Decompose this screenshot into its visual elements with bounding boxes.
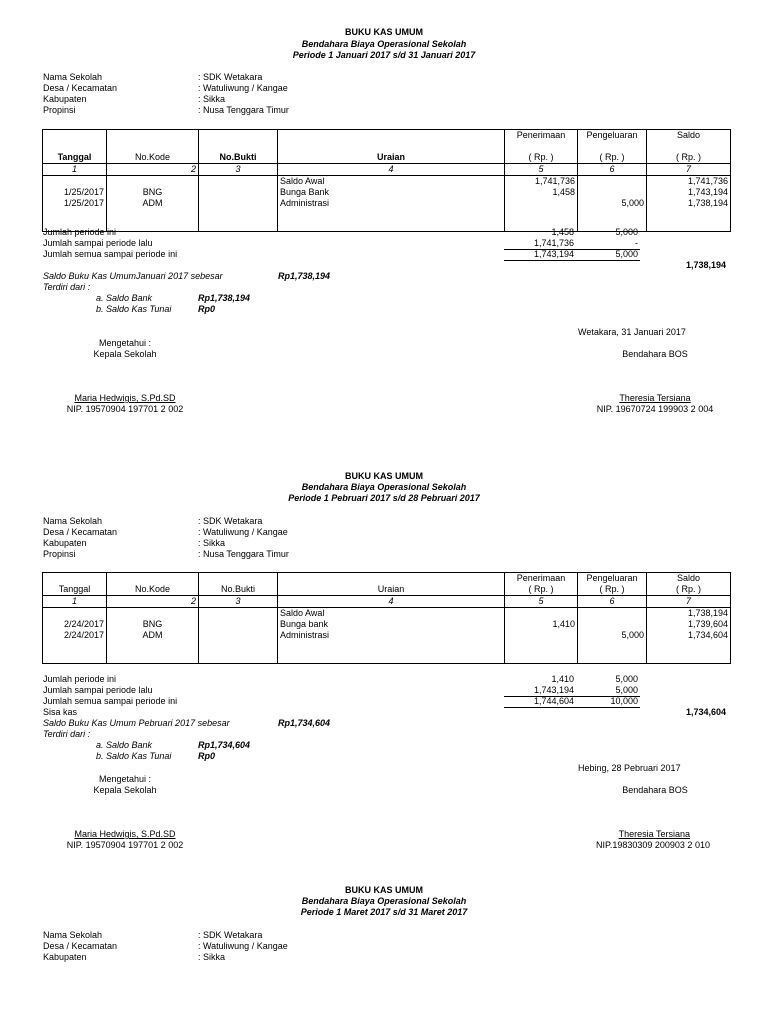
table-header-row <box>43 130 731 142</box>
cell-penerimaan <box>505 608 578 620</box>
terdiri-label: Terdiri dari : <box>43 729 91 739</box>
saldo-bank-label: a. Saldo Bank <box>96 293 153 303</box>
info-value: : Sikka <box>198 94 226 104</box>
table-row <box>43 630 731 641</box>
cell-kode: BNG <box>107 187 199 198</box>
table-row <box>43 187 731 198</box>
cell-kode: BNG <box>107 619 199 630</box>
kepala-nip: NIP. 19570904 197701 2 002 <box>66 404 184 414</box>
info-label: Kabupaten <box>43 538 87 548</box>
cell-saldo: 1,743,194 <box>647 187 731 198</box>
cell-bukti <box>199 187 278 198</box>
cell-penerimaan: 1,410 <box>505 619 578 630</box>
cell-tanggal: 1/25/2017 <box>43 187 107 198</box>
doc-subtitle: Bendahara Biaya Operasional Sekolah <box>301 896 467 906</box>
col-unit: ( Rp. ) <box>578 152 647 164</box>
col-number: 6 <box>578 164 647 176</box>
summary-label: Jumlah periode ini <box>43 227 117 237</box>
mengetahui-label: Mengetahui : <box>98 774 152 784</box>
summary-label: Jumlah semua sampai periode ini <box>43 696 178 706</box>
info-label: Propinsi <box>43 105 76 115</box>
place-date: Wetakara, 31 Januari 2017 <box>578 327 686 337</box>
summary-pengeluaran: - <box>635 238 638 248</box>
info-value: : Nusa Tenggara Timur <box>198 105 289 115</box>
col-number: 4 <box>278 596 505 608</box>
summary-pengeluaran: 10,000 <box>610 696 638 706</box>
info-label: Nama Sekolah <box>43 72 103 82</box>
col-tanggal: Tanggal <box>43 584 107 596</box>
kepala-name: Maria Hedwigis, S.Pd.SD <box>74 393 176 403</box>
doc-subtitle: Bendahara Biaya Operasional Sekolah <box>301 39 467 49</box>
kepala-nip: NIP. 19570904 197701 2 002 <box>66 840 184 850</box>
info-value: : Sikka <box>198 952 226 962</box>
sisa-kas-value: 1,738,194 <box>685 260 726 270</box>
cell-pengeluaran <box>578 187 647 198</box>
summary-label: Jumlah sampai periode lalu <box>43 238 153 248</box>
saldo-bank-label: a. Saldo Bank <box>96 740 153 750</box>
cell-uraian: Bunga Bank <box>278 187 505 198</box>
summary-label: Jumlah periode ini <box>43 674 117 684</box>
summary-penerimaan: 1,743,194 <box>533 685 574 695</box>
cell-kode <box>107 176 199 188</box>
bendahara-name: Theresia Tersiana <box>619 393 691 403</box>
cell-bukti <box>199 176 278 188</box>
saldo-label: Saldo Buku Kas Umum Pebruari 2017 sebesar <box>43 718 230 728</box>
table-row <box>43 176 731 188</box>
info-label: Kabupaten <box>43 952 87 962</box>
col-number: 3 <box>199 596 278 608</box>
cell-saldo: 1,738,194 <box>647 198 731 209</box>
col-pengeluaran: Pengeluaran <box>578 573 647 585</box>
cell-kode: ADM <box>107 630 199 641</box>
col-number: 4 <box>278 164 505 176</box>
col-number: 1 <box>43 164 107 176</box>
col-saldo: Saldo <box>647 573 731 585</box>
cell-pengeluaran: 5,000 <box>578 630 647 641</box>
col-bukti: No.Bukti <box>199 152 278 164</box>
summary-pengeluaran: 5,000 <box>615 674 638 684</box>
info-label: Nama Sekolah <box>43 930 103 940</box>
col-unit: ( Rp. ) <box>647 152 731 164</box>
doc-subtitle: Bendahara Biaya Operasional Sekolah <box>301 482 467 492</box>
place-date: Hebing, 28 Pebruari 2017 <box>578 763 681 773</box>
col-number: 2 <box>107 164 199 176</box>
info-value: : Watuliwung / Kangae <box>198 941 288 951</box>
saldo-value: Rp1,738,194 <box>278 271 331 281</box>
cell-uraian: Administrasi <box>278 198 505 209</box>
ledger-table <box>42 572 731 664</box>
table-header-row <box>43 152 731 164</box>
cell-bukti <box>199 619 278 630</box>
table-row <box>43 641 731 652</box>
cell-bukti <box>199 630 278 641</box>
sisa-kas-value: 1,734,604 <box>685 707 726 717</box>
summary-penerimaan: 1,744,604 <box>533 696 574 706</box>
col-pengeluaran: Pengeluaran <box>578 130 647 142</box>
cell-kode: ADM <box>107 198 199 209</box>
col-number: 5 <box>505 164 578 176</box>
saldo-bank-value: Rp1,734,604 <box>198 740 251 750</box>
summary-penerimaan: 1,410 <box>551 674 574 684</box>
doc-title: BUKU KAS UMUM <box>345 27 423 37</box>
table-row <box>43 209 731 220</box>
info-value: : SDK Wetakara <box>198 72 263 82</box>
doc-period: Periode 1 Pebruari 2017 s/d 28 Pebruari 2017 <box>288 493 480 503</box>
cell-saldo: 1,741,736 <box>647 176 731 188</box>
col-kode: No.Kode <box>107 584 199 596</box>
col-uraian: Uraian <box>278 584 505 596</box>
summary-label: Jumlah sampai periode lalu <box>43 685 153 695</box>
summary-penerimaan: 1,458 <box>551 227 574 237</box>
col-number: 7 <box>647 596 731 608</box>
col-number: 3 <box>199 164 278 176</box>
cell-bukti <box>199 608 278 620</box>
saldo-tunai-label: b. Saldo Kas Tunai <box>96 751 172 761</box>
info-value: : Watuliwung / Kangae <box>198 83 288 93</box>
cell-tanggal: 2/24/2017 <box>43 630 107 641</box>
summary-pengeluaran: 5,000 <box>615 685 638 695</box>
col-uraian: Uraian <box>278 152 505 164</box>
cell-tanggal <box>43 176 107 188</box>
cell-uraian: Bunga bank <box>278 619 505 630</box>
doc-title: BUKU KAS UMUM <box>345 471 423 481</box>
table-row <box>43 652 731 664</box>
col-number: 5 <box>505 596 578 608</box>
col-bukti: No.Bukti <box>199 584 278 596</box>
terdiri-label: Terdiri dari : <box>43 282 91 292</box>
info-value: : SDK Wetakara <box>198 516 263 526</box>
divider <box>504 260 640 261</box>
info-value: : Sikka <box>198 538 226 548</box>
cell-pengeluaran <box>578 608 647 620</box>
cell-uraian: Administrasi <box>278 630 505 641</box>
cell-pengeluaran <box>578 619 647 630</box>
col-number: 7 <box>647 164 731 176</box>
doc-period: Periode 1 Januari 2017 s/d 31 Januari 2017 <box>292 50 476 60</box>
col-number: 6 <box>578 596 647 608</box>
col-unit: ( Rp. ) <box>505 152 578 164</box>
saldo-tunai-value: Rp0 <box>198 751 216 761</box>
cell-penerimaan <box>505 198 578 209</box>
bendahara-title: Bendahara BOS <box>622 349 688 359</box>
table-row <box>43 619 731 630</box>
bendahara-nip: NIP. 19670724 199903 2 004 <box>596 404 714 414</box>
column-number-row <box>43 164 731 176</box>
kepala-title: Kepala Sekolah <box>93 785 157 795</box>
table-header-row <box>43 584 731 596</box>
info-value: : Watuliwung / Kangae <box>198 527 288 537</box>
doc-title: BUKU KAS UMUM <box>345 885 423 895</box>
cell-uraian: Saldo Awal <box>278 608 505 620</box>
table-row <box>43 608 731 620</box>
saldo-tunai-label: b. Saldo Kas Tunai <box>96 304 172 314</box>
doc-period: Periode 1 Maret 2017 s/d 31 Maret 2017 <box>300 907 468 917</box>
kepala-title: Kepala Sekolah <box>93 349 157 359</box>
table-header-row <box>43 573 731 585</box>
summary-label: Jumlah semua sampai periode ini <box>43 249 178 259</box>
summary-penerimaan: 1,743,194 <box>533 249 574 259</box>
saldo-label: Saldo Buku Kas UmumJanuari 2017 sebesar <box>43 271 223 281</box>
col-number: 1 <box>43 596 107 608</box>
ledger-table <box>42 129 731 232</box>
sisa-kas-label: Sisa kas <box>43 707 78 717</box>
info-label: Kabupaten <box>43 94 87 104</box>
info-label: Desa / Kecamatan <box>43 527 118 537</box>
bendahara-title: Bendahara BOS <box>622 785 688 795</box>
summary-pengeluaran: 5,000 <box>615 227 638 237</box>
info-label: Nama Sekolah <box>43 516 103 526</box>
col-penerimaan: Penerimaan <box>505 130 578 142</box>
bendahara-nip: NIP.19830309 200903 2 010 <box>596 840 710 850</box>
col-unit: ( Rp. ) <box>647 584 731 596</box>
cell-saldo: 1,738,194 <box>647 608 731 620</box>
bendahara-name: Theresia Tersiana <box>618 829 690 839</box>
divider <box>504 707 640 708</box>
info-label: Desa / Kecamatan <box>43 83 118 93</box>
col-tanggal: Tanggal <box>43 152 107 164</box>
cell-saldo: 1,734,604 <box>647 630 731 641</box>
info-label: Desa / Kecamatan <box>43 941 118 951</box>
col-kode: No.Kode <box>107 152 199 164</box>
cell-pengeluaran <box>578 176 647 188</box>
cell-penerimaan: 1,458 <box>505 187 578 198</box>
col-number: 2 <box>107 596 199 608</box>
saldo-tunai-value: Rp0 <box>198 304 216 314</box>
cell-penerimaan <box>505 630 578 641</box>
col-unit: ( Rp. ) <box>505 584 578 596</box>
kepala-name: Maria Hedwigis, S.Pd.SD <box>74 829 176 839</box>
info-value: : Nusa Tenggara Timur <box>198 549 289 559</box>
table-row <box>43 198 731 209</box>
cell-pengeluaran: 5,000 <box>578 198 647 209</box>
summary-penerimaan: 1,741,736 <box>533 238 574 248</box>
info-label: Propinsi <box>43 549 76 559</box>
table-header-row <box>43 141 731 152</box>
saldo-value: Rp1,734,604 <box>278 718 331 728</box>
cell-tanggal <box>43 608 107 620</box>
info-value: : SDK Wetakara <box>198 930 263 940</box>
saldo-bank-value: Rp1,738,194 <box>198 293 251 303</box>
cell-tanggal: 2/24/2017 <box>43 619 107 630</box>
cell-penerimaan: 1,741,736 <box>505 176 578 188</box>
col-unit: ( Rp. ) <box>578 584 647 596</box>
cell-tanggal: 1/25/2017 <box>43 198 107 209</box>
col-penerimaan: Penerimaan <box>505 573 578 585</box>
mengetahui-label: Mengetahui : <box>98 338 152 348</box>
summary-pengeluaran: 5,000 <box>615 249 638 259</box>
col-saldo: Saldo <box>647 130 731 142</box>
column-number-row <box>43 596 731 608</box>
cell-uraian: Saldo Awal <box>278 176 505 188</box>
cell-kode <box>107 608 199 620</box>
cell-bukti <box>199 198 278 209</box>
cell-saldo: 1,739,604 <box>647 619 731 630</box>
